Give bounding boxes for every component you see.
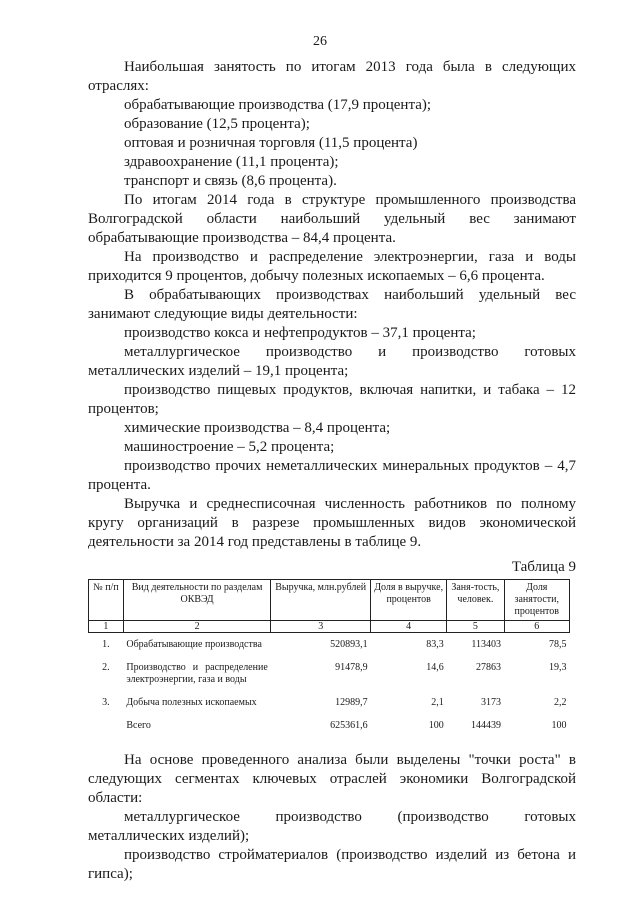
employment-item: оптовая и розничная торговля (11,5 процента) [124, 135, 418, 151]
table-header-cell: Выручка, млн.рублей [271, 580, 371, 621]
growth-paragraph: На основе проведенного анализа были выделены "точки роста" в следующих сегментах ключевых отраслей экономики Волгоградской области: [88, 752, 576, 806]
table-header-cell: Заня-тость, человек. [447, 580, 504, 621]
table-column-numbers [89, 621, 570, 633]
employment-share: 19,3 [549, 662, 567, 673]
revenue-share: 83,3 [426, 639, 444, 650]
activity-name: Всего [126, 720, 151, 731]
column-number: 4 [371, 621, 447, 633]
employment-value: 144439 [471, 720, 502, 731]
employment-value: 113403 [471, 639, 502, 650]
employment-share: 78,5 [549, 639, 567, 650]
revenue-paragraph: Выручка и среднесписочная численность работников по полному кругу организаций в разрезе промышленных видов экономической деятельности за 2014 год представлены в таблице 9. [88, 496, 576, 550]
table-header-cell: № п/п [89, 580, 124, 621]
employment-item: здравоохранение (11,1 процента); [124, 154, 339, 170]
row-number [89, 714, 124, 737]
activity-name: Обрабатывающие производства [126, 639, 262, 650]
manufacturing-item: производство пищевых продуктов, включая напитки, и табака – 12 процентов; [88, 382, 576, 417]
page-number: 26 [313, 34, 327, 49]
table-row [89, 633, 570, 657]
manufacturing-item: машиностроение – 5,2 процента; [124, 439, 335, 455]
manufacturing-item: производство прочих неметаллических минеральных продуктов – 4,7 процента. [88, 458, 576, 493]
revenue-value: 12989,7 [335, 697, 368, 708]
column-number: 3 [271, 621, 371, 633]
table-caption: Таблица 9 [511, 559, 576, 575]
table-total-row [89, 714, 570, 737]
column-number: 6 [504, 621, 569, 633]
revenue-share: 14,6 [426, 662, 444, 673]
energy-paragraph: На производство и распределение электроэнергии, газа и воды приходится 9 процентов, добычу полезных ископаемых – 6,6 процента. [88, 249, 576, 284]
employment-value: 27863 [476, 662, 502, 673]
table-header-cell: Вид деятельности по разделам ОКВЭД [123, 580, 270, 621]
employment-item: транспорт и связь (8,6 процента). [124, 173, 337, 189]
table-header-cell: Доля в выручке, процентов [371, 580, 447, 621]
employment-share: 2,2 [554, 697, 567, 708]
column-number: 1 [89, 621, 124, 633]
manufacturing-item: химические производства – 8,4 процента; [124, 420, 391, 436]
row-number: 2. [102, 662, 110, 673]
row-number: 1. [102, 639, 110, 650]
table-header-row [89, 580, 570, 621]
table-header-cell: Доля занятости, процентов [504, 580, 569, 621]
revenue-value: 625361,6 [330, 720, 368, 731]
industry-structure-paragraph: По итогам 2014 года в структуре промышленного производства Волгоградской области наибольший удельный вес занимают обрабатывающие производства – 84,4 процента. [88, 192, 576, 246]
growth-item: производство стройматериалов (производство изделий из бетона и гипса); [88, 847, 576, 882]
document-body [88, 58, 576, 884]
revenue-value: 520893,1 [330, 639, 368, 650]
revenue-value: 91478,9 [335, 662, 368, 673]
revenue-share: 2,1 [431, 697, 444, 708]
column-number: 5 [447, 621, 504, 633]
manufacturing-item: производство кокса и нефтепродуктов – 37,1 процента; [124, 325, 476, 341]
column-number: 2 [123, 621, 270, 633]
growth-item: металлургическое производство (производство готовых металлических изделий); [88, 809, 576, 844]
employment-item: образование (12,5 процента); [124, 116, 310, 132]
table-row [89, 656, 570, 691]
manufacturing-paragraph: В обрабатывающих производствах наибольший удельный вес занимают следующие виды деятельности: [88, 287, 576, 322]
employment-item: обрабатывающие производства (17,9 процента); [124, 97, 432, 113]
activity-name: Добыча полезных ископаемых [126, 697, 257, 708]
employment-share: 100 [551, 720, 567, 731]
activity-name: Производство и распределение электроэнергии, газа и воды [126, 662, 268, 685]
employment-intro: Наибольшая занятость по итогам 2013 года была в следующих отраслях: [88, 59, 576, 94]
row-number: 3. [102, 697, 110, 708]
revenue-share: 100 [428, 720, 444, 731]
table-row [89, 691, 570, 714]
manufacturing-item: металлургическое производство и производство готовых металлических изделий – 19,1 процента; [88, 344, 576, 379]
employment-value: 3173 [481, 697, 502, 708]
industry-table [88, 579, 570, 737]
